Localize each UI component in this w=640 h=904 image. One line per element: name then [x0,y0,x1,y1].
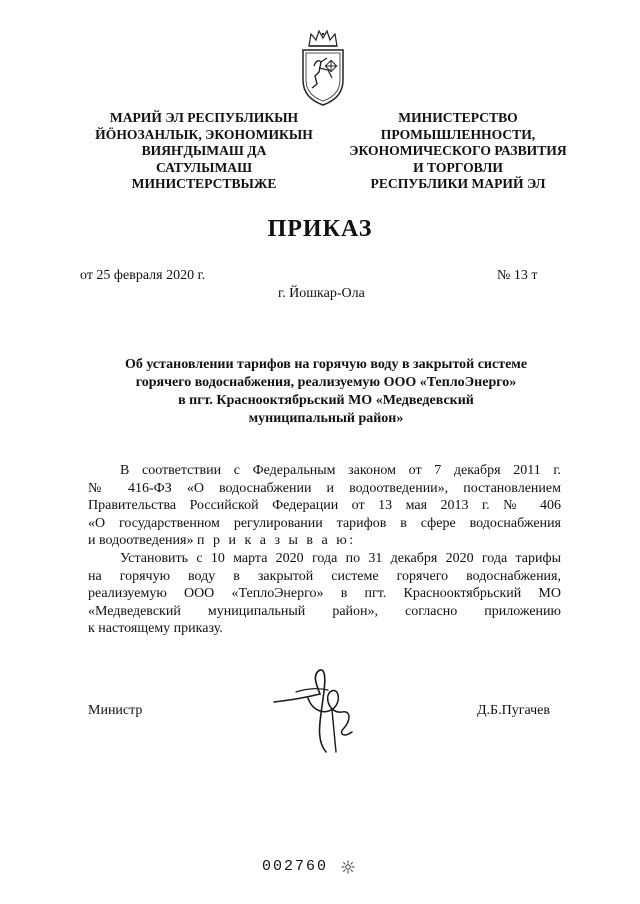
body-line: и водоотведения» [88,533,194,549]
header-right-russian [342,110,574,193]
body-line: «Медведевский муниципальный район», согласно приложению [88,603,561,619]
header-right-line: ЭКОНОМИЧЕСКОГО РАЗВИТИЯ [349,143,567,158]
paragraph-decision [88,550,561,638]
signer-position: Министр [88,703,143,718]
body-line: В соответствии с Федеральным законом от 7 декабря 2011 г. [120,463,561,478]
header-left-line: ЙӦНОЗАНЛЫК, ЭКОНОМИКЫН [95,126,313,142]
body-line: на горячую воду в закрытой системе горячего водоснабжения, [88,568,561,584]
header-left-line: МИНИСТЕРСТВЫЖЕ [131,176,277,191]
header-right-line: МИНИСТЕРСТВО [398,110,518,125]
republic-coat-of-arms-icon [297,28,349,108]
body-line: реализуемую ООО «ТеплоЭнерго» в пгт. Краснооктябрьский МО [88,586,561,602]
body-line: Правительства Российской Федерации от 13 мая 2013 г. № 406 [88,498,561,514]
header-right-line: И ТОРГОВЛИ [413,159,503,175]
document-number: № 13 т [497,268,538,283]
body-line: № 416-ФЗ «О водоснабжении и водоотведении», постановлением [88,480,561,496]
paragraph-basis [88,462,561,550]
header-left-line: САТУЛЫМАШ [155,159,253,175]
body-line: Установить с 10 марта 2020 года по 31 декабря 2020 года тарифы [120,550,561,566]
signer-name: Д.Б.Пугачев [477,703,550,718]
subject-line: муниципальный район» [248,411,404,426]
body-line: к настоящему приказу. [88,621,223,637]
subject-line: Об установлении тарифов на горячую воду в закрытой системе [124,357,528,372]
subject-line: в пгт. Краснооктябрьский МО «Медведевский [178,393,474,408]
document-city: г. Йошкар-Ола [278,286,365,301]
serial-number: 002760 [262,858,329,875]
order-verb: п р и к а з ы в а ю: [196,533,356,549]
subject-line: горячего водоснабжения, реализуемую ООО «ТеплоЭнерго» [135,375,517,390]
header-left-line: МАРИЙ ЭЛ РЕСПУБЛИКЫН [109,110,299,125]
header-right-line: ПРОМЫШЛЕННОСТИ, [380,126,536,142]
handwritten-signature-icon [268,662,386,758]
header-right-line: РЕСПУБЛИКИ МАРИЙ ЭЛ [370,176,546,191]
header-left-line: ВИЯҤДЫМАШ ДА [141,143,267,158]
document-date: от 25 февраля 2020 г. [80,268,206,283]
document-body [88,462,561,638]
body-line-final [88,532,561,550]
header-left-marinese [88,110,320,193]
body-line: «О государственном регулировании тарифов в сфере водоснабжения [88,515,561,531]
document-title: ПРИКАЗ [267,216,373,242]
rosette-mark-icon [341,860,355,874]
document-subject [88,356,564,428]
